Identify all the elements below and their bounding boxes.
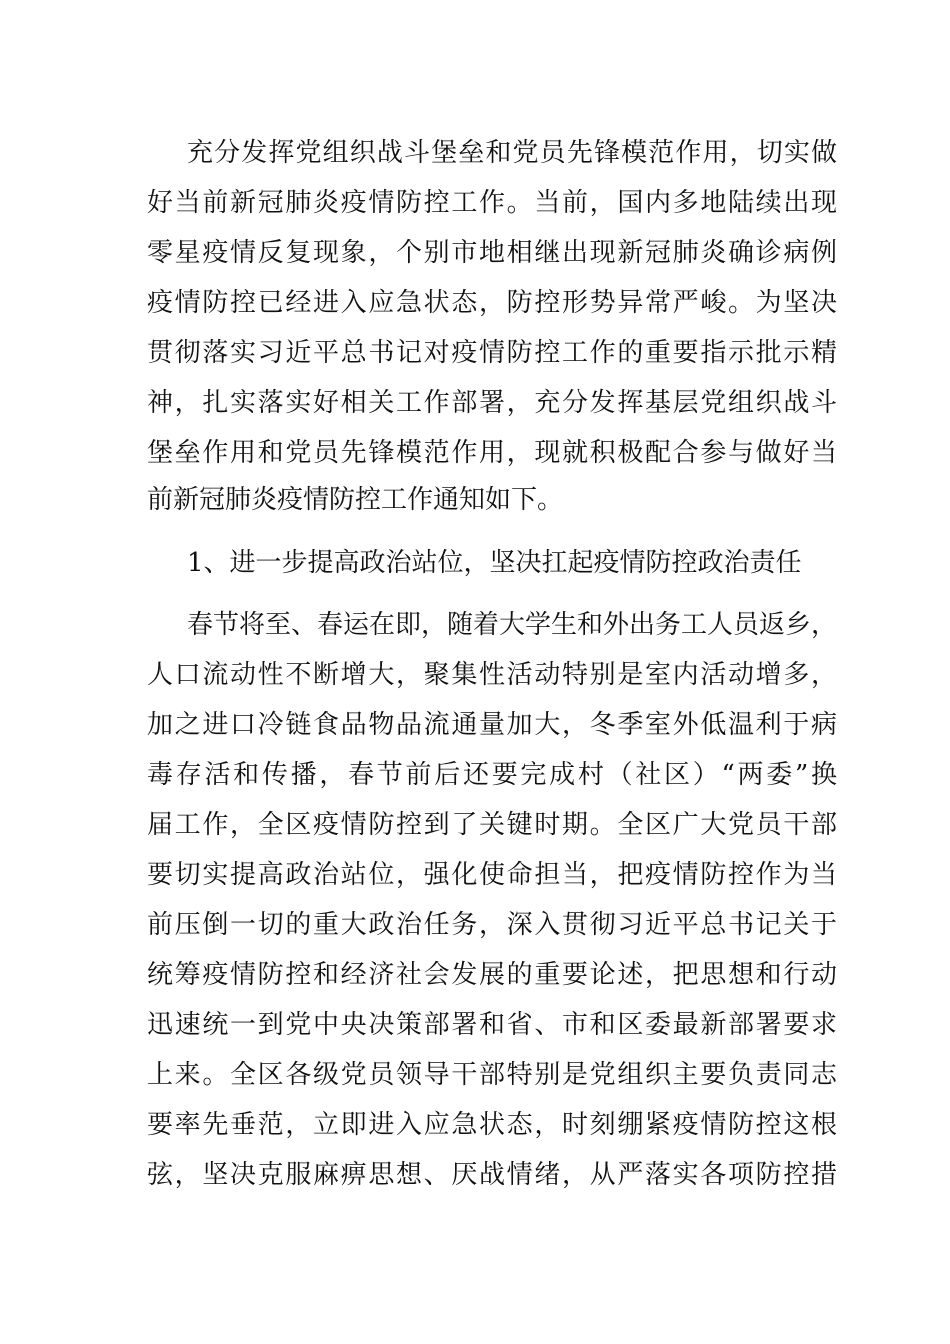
paragraph-2-line-5: 届工作，全区疫情防控到了关键时期。全区广大党员干部	[147, 810, 837, 840]
paragraph-1-line-5: 贯彻落实习近平总书记对疫情防控工作的重要指示批示精	[147, 338, 837, 368]
paragraph-2-line-11: 要率先垂范，立即进入应急状态，时刻绷紧疫情防控这根	[147, 1110, 837, 1140]
paragraph-2-line-10: 上来。全区各级党员领导干部特别是党组织主要负责同志	[147, 1060, 837, 1090]
paragraph-1-line-4: 疫情防控已经进入应急状态，防控形势异常严峻。为坚决	[147, 288, 837, 318]
paragraph-2-line-1: 春节将至、春运在即，随着大学生和外出务工人员返乡，	[187, 610, 838, 640]
paragraph-2-line-2: 人口流动性不断增大，聚集性活动特别是室内活动增多，	[147, 660, 837, 690]
paragraph-2-line-12: 弦，坚决克服麻痹思想、厌战情绪，从严落实各项防控措	[147, 1160, 837, 1190]
paragraph-1-line-2: 好当前新冠肺炎疫情防控工作。当前，国内多地陆续出现	[147, 188, 837, 218]
paragraph-1-line-6: 神，扎实落实好相关工作部署，充分发挥基层党组织战斗	[147, 388, 837, 418]
paragraph-2-line-8: 统筹疫情防控和经济社会发展的重要论述，把思想和行动	[147, 960, 837, 990]
paragraph-2-line-7: 前压倒一切的重大政治任务，深入贯彻习近平总书记关于	[147, 910, 837, 940]
paragraph-2-line-6: 要切实提高政治站位，强化使命担当，把疫情防控作为当	[147, 860, 837, 890]
paragraph-1-line-1: 充分发挥党组织战斗堡垒和党员先锋模范作用，切实做	[187, 138, 837, 168]
paragraph-2-line-3: 加之进口冷链食品物品流通量加大，冬季室外低温利于病	[147, 710, 837, 740]
paragraph-1-line-7: 堡垒作用和党员先锋模范作用，现就积极配合参与做好当	[147, 438, 837, 468]
paragraph-2-line-9: 迅速统一到党中央决策部署和省、市和区委最新部署要求	[147, 1010, 837, 1040]
section-heading-1: 1、进一步提高政治站位，坚决扛起疫情防控政治责任	[187, 548, 802, 578]
paragraph-2-line-4: 毒存活和传播，春节前后还要完成村（社区）“两委”换	[147, 760, 837, 790]
paragraph-1-line-3: 零星疫情反复现象，个别市地相继出现新冠肺炎确诊病例	[147, 238, 837, 268]
paragraph-1-line-8: 前新冠肺炎疫情防控工作通知如下。	[147, 485, 564, 515]
